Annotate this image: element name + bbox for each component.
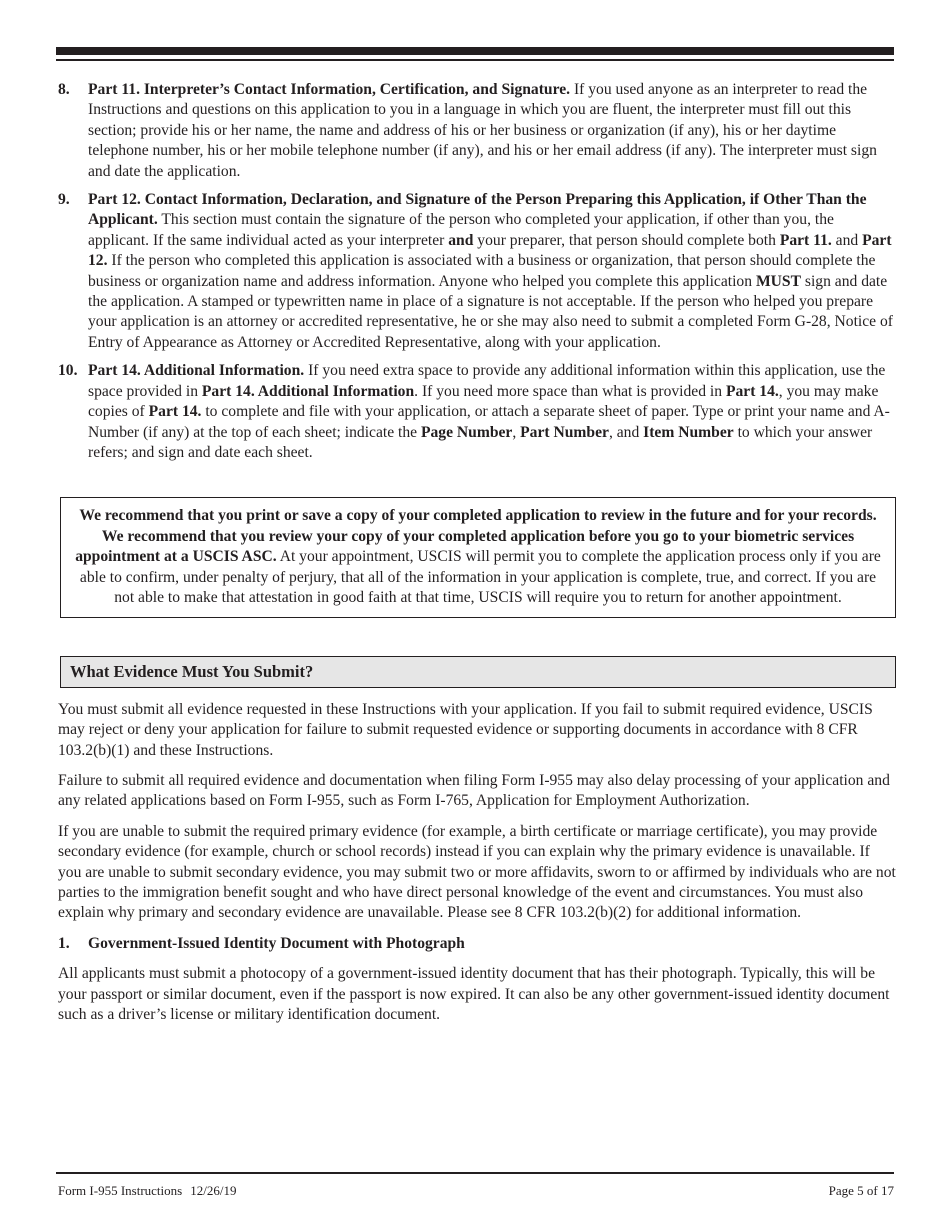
subsection-number: 1.	[58, 934, 70, 952]
item-body	[88, 80, 896, 182]
item-text: This section must contain the signature of the person who completed your application, if other than you, the applicant. If the same individual acted as your interpreter	[88, 211, 834, 249]
item-emphasis: and	[448, 231, 474, 249]
item-text: sign and date the application. A stamped or typewritten name in place of a signature is not acceptable. If the person who helped you prepare your application is an attorney or accredited representative, he or she may also need to submit a completed Form G-28, Notice of Entry of Appearance as Attorney or Accredited Representative, along with your application.	[88, 272, 893, 351]
item-text: If the person who completed this application is associated with a business or organization, that person should complete the business or organization name and address information. Anyone who helped you complete this application	[88, 252, 876, 290]
footer-form-info	[58, 1183, 236, 1199]
header-thin-rule	[56, 59, 894, 61]
item-emphasis: Part 11.	[779, 231, 832, 249]
item-text: ,	[512, 423, 521, 441]
evidence-paragraph-1: You must submit all evidence requested in these Instructions with your application. If you fail to submit required evidence, USCIS may reject or deny your application for failure to submit requested evidence or supporting documents in accordance with 8 CFR 103.2(b)(1) and these Instructions.	[58, 700, 873, 759]
footer-form-name: Form I-955 Instructions	[58, 1183, 183, 1198]
footer-rule	[56, 1172, 894, 1174]
list-item-9	[58, 190, 896, 353]
section-header-evidence: What Evidence Must You Submit?	[60, 656, 896, 687]
item-text: If you used anyone as an interpreter to read the Instructions and questions on this application to you in a language in which you are fluent, the interpreter must fill out this section; provide his or her name, the name and address of his or her business or organization (if any), his or her daytime telephone number, his or her mobile telephone number (if any), and his or her email address (if any). The interpreter must sign and date the application.	[88, 81, 877, 180]
item-text: , and	[608, 423, 644, 441]
item-title: Part 11. Interpreter’s Contact Information, Certification, and Signature.	[88, 81, 571, 98]
evidence-paragraph-2: Failure to submit all required evidence and documentation when filing Form I-955 may also delay processing of your application and any related applications based on Form I-955, such as Form I-765, Application for Employment Authorization.	[58, 771, 890, 810]
item-emphasis: Part 12.	[88, 231, 892, 270]
item-title: Part 12. Contact Information, Declaration, and Signature of the Person Preparing this Application, if Other Than the Applicant.	[88, 191, 867, 229]
subsection-heading	[58, 934, 896, 954]
evidence-paragraph-4: All applicants must submit a photocopy of a government-issued identity document that has their photograph. Typically, this will be your passport or similar document, even if the passport is now expired. It can also be any other government-issued identity document such as a driver’s license or military identification document.	[58, 965, 890, 1024]
footer-page-number: Page 5 of 17	[828, 1183, 894, 1198]
notice-text: At your appointment, USCIS will permit you to complete the application process only if you are able to confirm, under penalty of perjury, that all of the information in your application is complete, true, and correct. If you are not able to make that attestation in good faith at that time, USCIS will require you to return for another appointment.	[79, 548, 881, 606]
item-emphasis: Part 14.	[148, 403, 202, 421]
item-emphasis: Part Number	[520, 423, 609, 441]
list-item-10	[58, 361, 896, 463]
item-text: to which your answer refers; and sign and date each sheet.	[88, 423, 873, 461]
item-text: to complete and file with your application, or attach a separate sheet of paper. Type or print your name and A-Number (if any) at the top of each sheet; indicate the	[88, 403, 890, 441]
item-text: . If you need more space than what is provided in	[414, 382, 726, 400]
page-content	[58, 80, 896, 1035]
item-emphasis: Part 14.	[725, 382, 779, 400]
item-number: 10.	[58, 362, 78, 380]
notice-bold-text: We recommend that you print or save a copy of your completed application to review in the future and for your records. We recommend that you review your copy of your completed application before you go to your biometric services appointment at a USCIS ASC.	[75, 507, 877, 566]
recommendation-notice-box	[60, 497, 896, 618]
footer-form-date: 12/26/19	[190, 1183, 237, 1198]
subsection-title: Government-Issued Identity Document with Photograph	[88, 934, 465, 952]
list-item-8	[58, 80, 896, 182]
item-text: and	[831, 231, 863, 249]
item-title: Part 14. Additional Information.	[88, 362, 305, 380]
item-emphasis: Part 14. Additional Information	[201, 382, 415, 400]
item-number: 9.	[58, 191, 70, 209]
evidence-paragraph-3: If you are unable to submit the required primary evidence (for example, a birth certificate or marriage certificate), you may provide secondary evidence (for example, church or school records) instead if you can explain why the primary evidence is unavailable. If you are unable to submit secondary evidence, you may submit two or more affidavits, sworn to or affirmed by individuals who are not parties to the immigration benefit sought and who have direct personal knowledge of the event and circumstances. You must also explain why primary and secondary evidence are unavailable. Please see 8 CFR 103.2(b)(2) for additional information.	[58, 822, 896, 922]
item-text: , you may make copies of	[88, 382, 879, 421]
header-thick-rule	[56, 47, 894, 55]
item-emphasis: Item Number	[643, 423, 734, 441]
item-emphasis: MUST	[755, 272, 801, 290]
item-body	[88, 361, 896, 463]
item-body	[88, 190, 896, 353]
item-text: your preparer, that person should complete both	[473, 231, 780, 249]
item-emphasis: Page Number	[420, 423, 513, 441]
item-text: If you need extra space to provide any additional information within this application, use the space provided in	[88, 362, 886, 400]
item-number: 8.	[58, 81, 70, 98]
